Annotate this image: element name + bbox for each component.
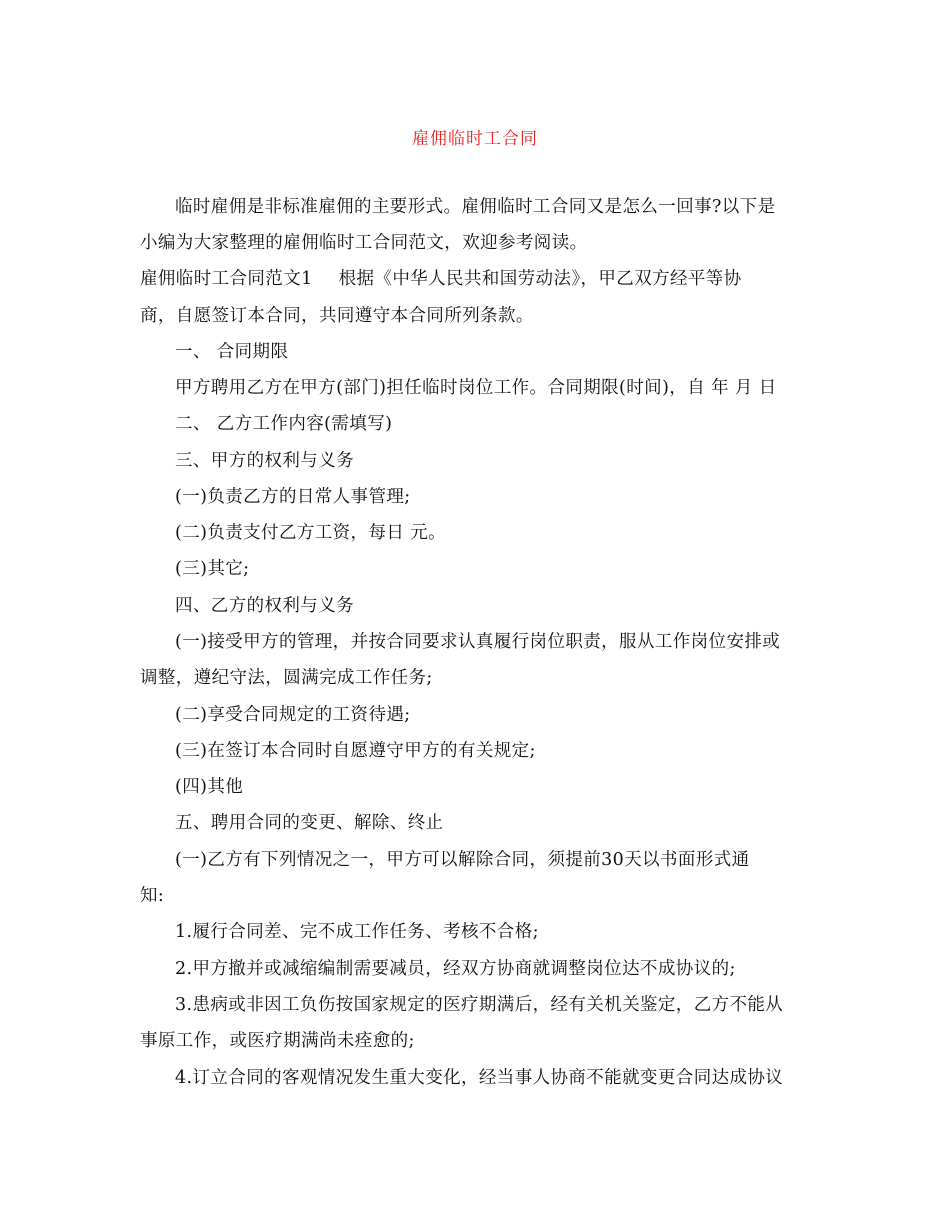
paragraph-line: 知: <box>140 886 165 906</box>
paragraph-line: 甲方聘用乙方在甲方(部门)担任临时岗位工作。合同期限(时间)，自 年 月 日 <box>175 378 777 398</box>
section-heading: 一、 合同期限 <box>175 342 289 362</box>
section-heading: 四、乙方的权利与义务 <box>175 596 354 616</box>
paragraph-line: 商，自愿签订本合同，共同遵守本合同所列条款。 <box>140 306 534 326</box>
section-heading: 二、 乙方工作内容(需填写) <box>175 414 393 434</box>
list-item: 1.履行合同差、完不成工作任务、考核不合格; <box>175 922 539 942</box>
list-item: 3.患病或非因工负伤按国家规定的医疗期满后，经有关机关鉴定，乙方不能从 <box>175 995 784 1015</box>
paragraph-line: 临时雇佣是非标准雇佣的主要形式。雇佣临时工合同又是怎么一回事?以下是 <box>175 197 776 217</box>
section-heading: 五、聘用合同的变更、解除、终止 <box>175 813 444 833</box>
list-item: (二)享受合同规定的工资待遇; <box>175 705 411 725</box>
list-item: (二)负责支付乙方工资，每日 元。 <box>175 523 447 543</box>
list-item: (一)乙方有下列情况之一，甲方可以解除合同，须提前30天以书面形式通 <box>175 850 750 870</box>
list-item: 2.甲方撤并或减缩编制需要减员，经双方协商就调整岗位达不成协议的; <box>175 959 736 979</box>
list-item: (四)其他 <box>175 777 244 797</box>
list-item: 4.订立合同的客观情况发生重大变化，经当事人协商不能就变更合同达成协议 <box>175 1068 784 1088</box>
list-item: (三)其它; <box>175 559 250 579</box>
list-item: (一)接受甲方的管理，并按合同要求认真履行岗位职责，服从工作岗位安排或 <box>175 632 781 652</box>
section-heading: 三、甲方的权利与义务 <box>175 451 354 471</box>
paragraph-line <box>140 268 820 290</box>
sample-heading: 雇佣临时工合同范文1 <box>140 269 313 289</box>
paragraph-line: 小编为大家整理的雇佣临时工合同范文，欢迎参考阅读。 <box>140 233 588 253</box>
paragraph-line: 事原工作，或医疗期满尚未痊愈的; <box>140 1031 415 1051</box>
list-item: (三)在签订本合同时自愿遵守甲方的有关规定; <box>175 741 536 761</box>
paragraph-line: 调整，遵纪守法，圆满完成工作任务; <box>140 668 433 688</box>
list-item: (一)负责乙方的日常人事管理; <box>175 487 411 507</box>
document-title: 雇佣临时工合同 <box>412 129 538 149</box>
sample-intro: 根据《中华人民共和国劳动法》，甲乙双方经平等协 <box>338 269 742 289</box>
